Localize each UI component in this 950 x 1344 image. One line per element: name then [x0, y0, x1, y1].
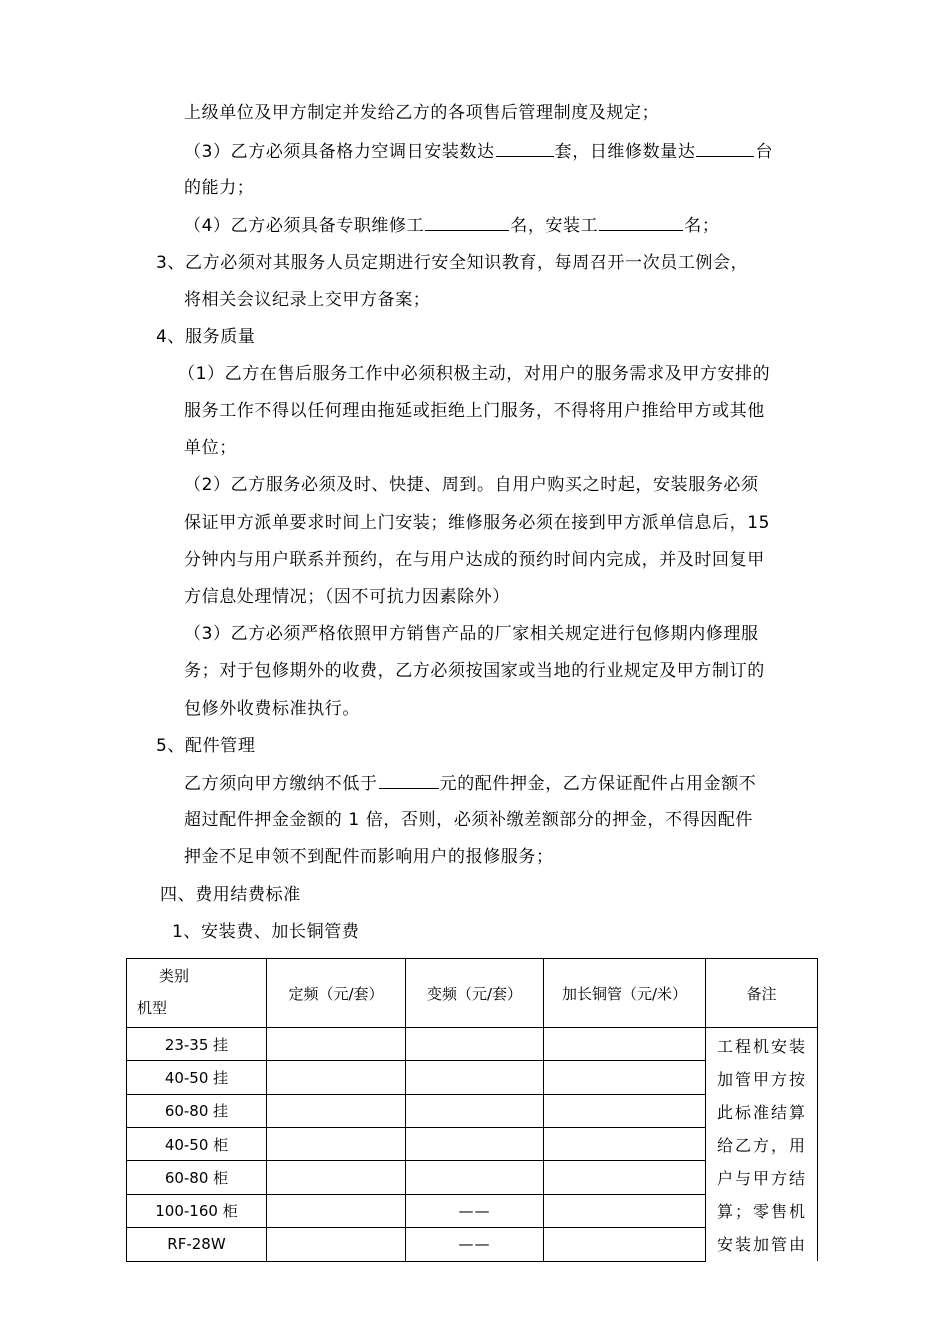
pipe-cell[interactable]: [544, 1061, 706, 1094]
fill-blank-daily-installs[interactable]: [496, 140, 554, 157]
text-line: 单位；: [184, 438, 237, 458]
text-line: 务；对于包修期外的收费，乙方必须按国家或当地的行业规定及甲方制订的: [184, 661, 765, 681]
text-line: （4）乙方必须具备专职维修工 名，安装工 名；: [184, 216, 720, 236]
section-heading: 1、安装费、加长铜管费: [172, 922, 360, 942]
model-cell: 100-160 柜: [127, 1194, 267, 1227]
pipe-cell[interactable]: [544, 1194, 706, 1227]
text-line: 乙方须向甲方缴纳不低于 元的配件押金，乙方保证配件占用金额不: [184, 774, 757, 794]
text-line: 押金不足申领不到配件而影响用户的报修服务；: [184, 847, 554, 867]
text-line: 3、乙方必须对其服务人员定期进行安全知识教育，每周召开一次员工例会，: [156, 253, 749, 273]
text-line: 方信息处理情况；（因不可抗力因素除外）: [184, 587, 510, 607]
corner-label-category: 类别: [159, 967, 190, 985]
inverter-cell[interactable]: ——: [406, 1228, 544, 1261]
fill-blank-installers[interactable]: [599, 214, 683, 231]
text-line: 包修外收费标准执行。: [184, 699, 360, 719]
table-header-row: [127, 959, 818, 1028]
model-cell: 40-50 挂: [127, 1061, 267, 1094]
text-line: 分钟内与用户联系并预约，在与用户达成的预约时间内完成，并及时回复甲: [184, 550, 765, 570]
header-fixed-freq: 定频（元/套）: [267, 959, 406, 1028]
fixed-freq-cell[interactable]: [267, 1094, 406, 1127]
corner-header-cell: [127, 959, 267, 1028]
text-line: 上级单位及甲方制定并发给乙方的各项售后管理制度及规定；: [184, 103, 660, 123]
fixed-freq-cell[interactable]: [267, 1228, 406, 1261]
table-row: [127, 1028, 818, 1061]
fixed-freq-cell[interactable]: [267, 1128, 406, 1161]
inverter-cell[interactable]: [406, 1128, 544, 1161]
corner-label-model: 机型: [137, 999, 168, 1017]
fixed-freq-cell[interactable]: [267, 1161, 406, 1194]
inverter-cell[interactable]: [406, 1161, 544, 1194]
fixed-freq-cell[interactable]: [267, 1194, 406, 1227]
model-cell: 60-80 柜: [127, 1161, 267, 1194]
text-line: （3）乙方必须具备格力空调日安装数达 套，日维修数量达 台: [184, 142, 774, 162]
text-line: （2）乙方服务必须及时、快捷、周到。自用户购买之时起，安装服务必须: [184, 475, 759, 495]
pipe-cell[interactable]: [544, 1028, 706, 1061]
header-inverter: 变频（元/套）: [406, 959, 544, 1028]
header-extension-pipe: 加长铜管（元/米）: [544, 959, 706, 1028]
fill-blank-daily-repairs[interactable]: [696, 140, 754, 157]
pipe-cell[interactable]: [544, 1128, 706, 1161]
text-line: 保证甲方派单要求时间上门安装；维修服务必须在接到甲方派单信息后，15: [184, 513, 771, 533]
inverter-cell[interactable]: ——: [406, 1194, 544, 1227]
section-heading: 5、配件管理: [156, 736, 256, 756]
section-heading: 四、费用结费标准: [160, 885, 301, 905]
fixed-freq-cell[interactable]: [267, 1028, 406, 1061]
model-cell: 23-35 挂: [127, 1028, 267, 1061]
text-line: 超过配件押金金额的 1 倍，否则，必须补缴差额部分的押金，不得因配件: [184, 810, 754, 830]
pipe-cell[interactable]: [544, 1094, 706, 1127]
inverter-cell[interactable]: [406, 1028, 544, 1061]
fixed-freq-cell[interactable]: [267, 1061, 406, 1094]
model-cell: 40-50 柜: [127, 1128, 267, 1161]
text-line: 的能力；: [184, 178, 255, 198]
text-line: 服务工作不得以任何理由拖延或拒绝上门服务，不得将用户推给甲方或其他: [184, 401, 765, 421]
pipe-cell[interactable]: [544, 1228, 706, 1261]
remarks-cell: 工程机安装加管甲方按此标准结算给乙方，用户与甲方结算；零售机安装加管由: [706, 1028, 818, 1262]
inverter-cell[interactable]: [406, 1061, 544, 1094]
section-heading: 4、服务质量: [156, 327, 256, 347]
model-cell: RF-28W: [127, 1228, 267, 1261]
pipe-cell[interactable]: [544, 1161, 706, 1194]
fill-blank-deposit-amount[interactable]: [379, 772, 439, 789]
fill-blank-repair-workers[interactable]: [425, 214, 509, 231]
text-line: （1）乙方在售后服务工作中必须积极主动，对用户的服务需求及甲方安排的: [178, 364, 771, 384]
text-line: （3）乙方必须严格依照甲方销售产品的厂家相关规定进行包修期内修理服: [184, 624, 759, 644]
model-cell: 60-80 挂: [127, 1094, 267, 1127]
inverter-cell[interactable]: [406, 1094, 544, 1127]
fee-table: [126, 958, 818, 1262]
text-line: 将相关会议纪录上交甲方备案；: [184, 290, 431, 310]
header-remarks: 备注: [706, 959, 818, 1028]
